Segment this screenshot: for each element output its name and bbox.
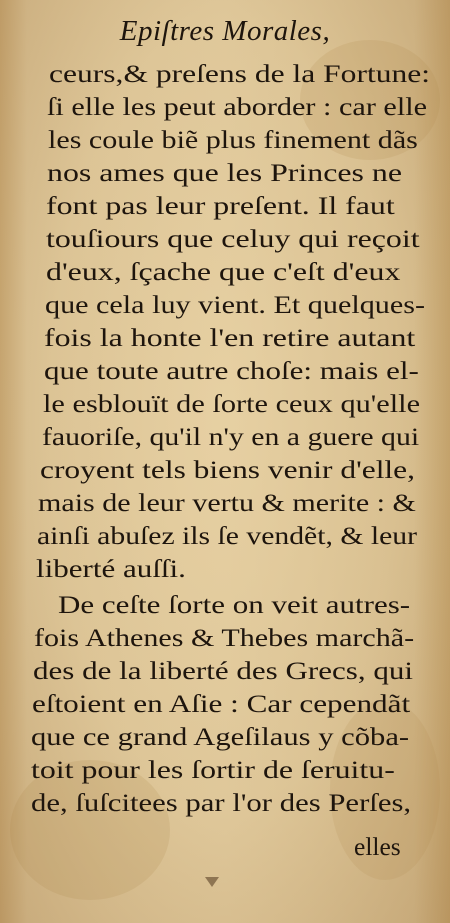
text-line: ſi elle les peut aborder : car elle <box>47 92 428 121</box>
text-line: font pas leur preſent. Il faut <box>46 191 395 220</box>
text-line: des de la liberté des Grecs, qui <box>33 656 414 685</box>
text-line: croyent tels biens venir d'elle, <box>40 455 415 484</box>
text-line: De ceſte ſorte on veit autres- <box>58 590 411 619</box>
text-line: d'eux, ſçache que c'eſt d'eux <box>46 257 401 286</box>
text-line: toit pour les ſortir de ſeruitu- <box>31 755 395 784</box>
running-title: Epiſtres Morales, <box>119 15 331 47</box>
text-line: fois la honte l'en retire autant <box>44 323 416 352</box>
text-line: nos ames que les Princes ne <box>47 158 402 187</box>
text-line: liberté auſſi. <box>36 554 186 583</box>
text-line: de, ſuſcitees par l'or des Perſes, <box>31 788 412 817</box>
text-line: que toute autre choſe: mais el- <box>44 356 419 385</box>
text-line: le esblouït de ſorte ceux qu'elle <box>43 389 421 418</box>
page-mark-icon <box>205 877 219 887</box>
text-line: que cela luy vient. Et quelques- <box>45 290 425 319</box>
text-line: ceurs,& preſens de la Fortune: <box>49 59 431 88</box>
text-line: eſtoient en Aſie : Car cependãt <box>32 689 411 718</box>
text-line: touſiours que celuy qui reçoit <box>46 224 420 253</box>
text-line: fauoriſe, qu'il n'y en a guere qui <box>42 422 420 451</box>
text-line: que ce grand Ageſilaus y cõba- <box>31 722 410 751</box>
text-line: mais de leur vertu & merite : & <box>38 488 416 517</box>
text-line: ainſi abuſez ils ſe vendẽt, & leur <box>37 521 417 550</box>
catchword: elles <box>354 832 401 861</box>
text-line: fois Athenes & Thebes marchã- <box>34 623 415 652</box>
text-line: les coule biẽ plus finement dãs <box>48 125 418 154</box>
